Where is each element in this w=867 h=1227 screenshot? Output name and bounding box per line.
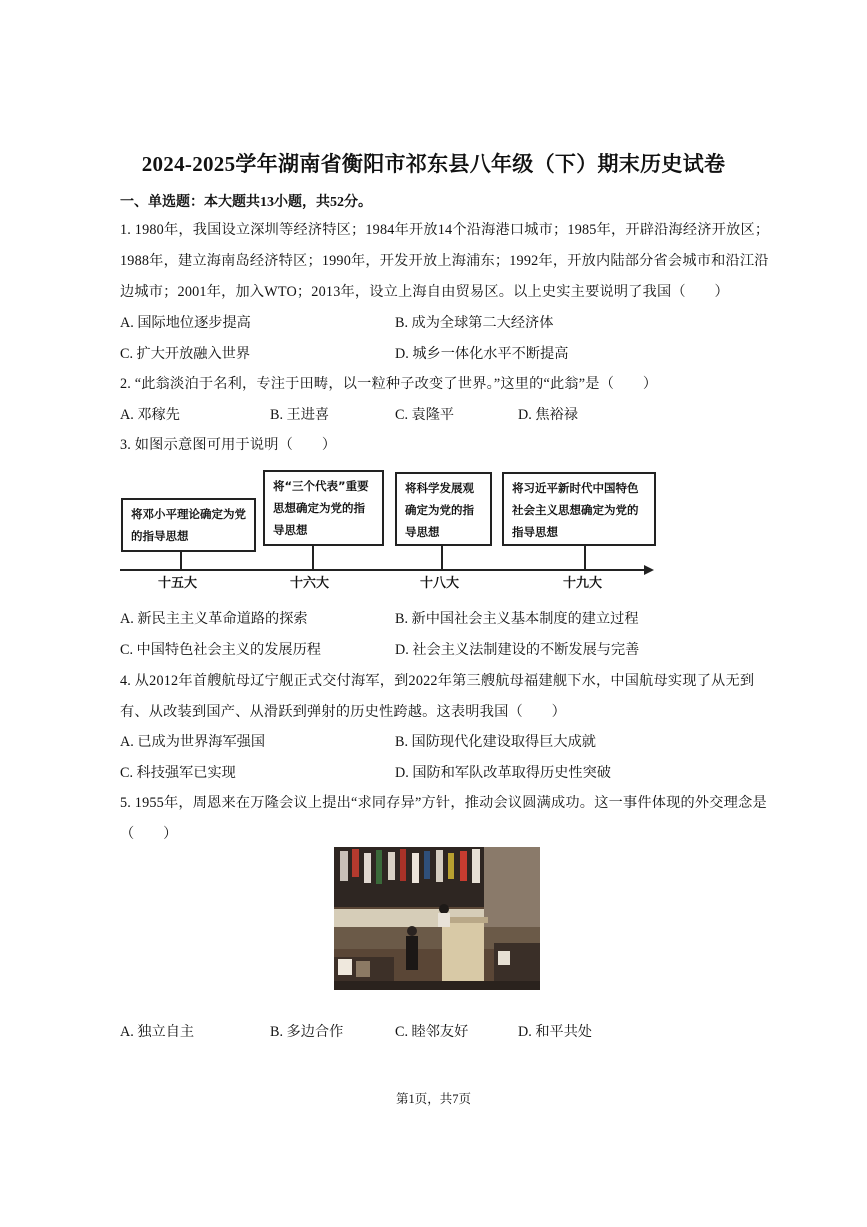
q5-line-1: 5. 1955年，周恩来在万隆会议上提出“求同存异”方针，推动会议圆满成功。这一事件体现的外交理念是 (120, 795, 767, 811)
timeline-box-18: 将科学发展观确定为党的指导思想 (395, 472, 492, 546)
timeline-label-18: 十八大 (420, 576, 460, 591)
timeline-box-15: 将邓小平理论确定为党的指导思想 (121, 498, 256, 552)
bandung-conference-photo (334, 847, 540, 990)
section-heading: 一、单选题：本大题共13小题，共52分。 (120, 195, 372, 210)
q1-option-b[interactable]: B. 成为全球第二大经济体 (395, 315, 554, 331)
q2-option-d[interactable]: D. 焦裕禄 (518, 407, 578, 423)
q4-line-1: 4. 从2012年首艘航母辽宁舰正式交付海军，到2022年第三艘航母福建舰下水，中国航母实现了从无到 (120, 673, 755, 689)
timeline-label-19: 十九大 (563, 576, 603, 591)
q2-option-c[interactable]: C. 袁隆平 (395, 407, 455, 423)
timeline-tick-18 (441, 546, 443, 570)
q1-line-1: 1. 1980年，我国设立深圳等经济特区；1984年开放14个沿海港口城市；1985年，开辟沿海经济开放区； (120, 222, 770, 238)
timeline-box-19: 将习近平新时代中国特色社会主义思想确定为党的指导思想 (502, 472, 656, 546)
page-title: 2024-2025学年湖南省衡阳市祁东县八年级（下）期末历史试卷 (141, 152, 726, 176)
q4-option-c[interactable]: C. 科技强军已实现 (120, 765, 236, 781)
q3-option-c[interactable]: C. 中国特色社会主义的发展历程 (120, 642, 321, 658)
q4-option-a[interactable]: A. 已成为世界海军强国 (120, 734, 266, 750)
arrow-right-icon (644, 565, 654, 575)
q1-line-3: 边城市；2001年，加入WTO；2013年，设立上海自由贸易区。以上史实主要说明了我国（ ） (120, 284, 729, 300)
q3-option-a[interactable]: A. 新民主主义革命道路的探索 (120, 611, 308, 627)
q5-option-c[interactable]: C. 睦邻友好 (395, 1024, 469, 1040)
timeline-tick-15 (180, 552, 182, 570)
q1-option-a[interactable]: A. 国际地位逐步提高 (120, 315, 251, 331)
timeline-label-15: 十五大 (158, 576, 198, 591)
conference-photo-illustration (334, 847, 540, 990)
q5-option-d[interactable]: D. 和平共处 (518, 1024, 593, 1040)
q4-option-b[interactable]: B. 国防现代化建设取得巨大成就 (395, 734, 596, 750)
q3-option-b[interactable]: B. 新中国社会主义基本制度的建立过程 (395, 611, 639, 627)
timeline-diagram (118, 466, 658, 594)
q1-option-c[interactable]: C. 扩大开放融入世界 (120, 346, 251, 362)
q5-option-b[interactable]: B. 多边合作 (270, 1024, 344, 1040)
q1-option-d[interactable]: D. 城乡一体化水平不断提高 (395, 346, 569, 362)
q2-option-b[interactable]: B. 王进喜 (270, 407, 330, 423)
q5-option-a[interactable]: A. 独立自主 (120, 1024, 195, 1040)
q3-stem: 3. 如图示意图可用于说明（ ） (120, 437, 337, 453)
timeline-tick-16 (312, 546, 314, 570)
timeline-axis (120, 569, 645, 571)
q5-line-2: （ ） (120, 826, 178, 842)
timeline-label-16: 十六大 (290, 576, 330, 591)
q1-line-2: 1988年，建立海南岛经济特区；1990年，开发开放上海浦东；1992年，开放内陆部分省会城市和沿江沿 (120, 253, 769, 269)
timeline-box-16: 将“三个代表”重要思想确定为党的指导思想 (263, 470, 384, 546)
q2-option-a[interactable]: A. 邓稼先 (120, 407, 180, 423)
page-number: 第1页，共7页 (395, 1092, 471, 1106)
timeline-tick-19 (584, 546, 586, 570)
q3-option-d[interactable]: D. 社会主义法制建设的不断发展与完善 (395, 642, 640, 658)
q2-stem: 2. “此翁淡泊于名利，专注于田畴，以一粒种子改变了世界。”这里的“此翁”是（ ） (120, 376, 658, 392)
q4-option-d[interactable]: D. 国防和军队改革取得历史性突破 (395, 765, 611, 781)
q4-line-2: 有、从改装到国产、从滑跃到弹射的历史性跨越。这表明我国（ ） (120, 704, 567, 720)
